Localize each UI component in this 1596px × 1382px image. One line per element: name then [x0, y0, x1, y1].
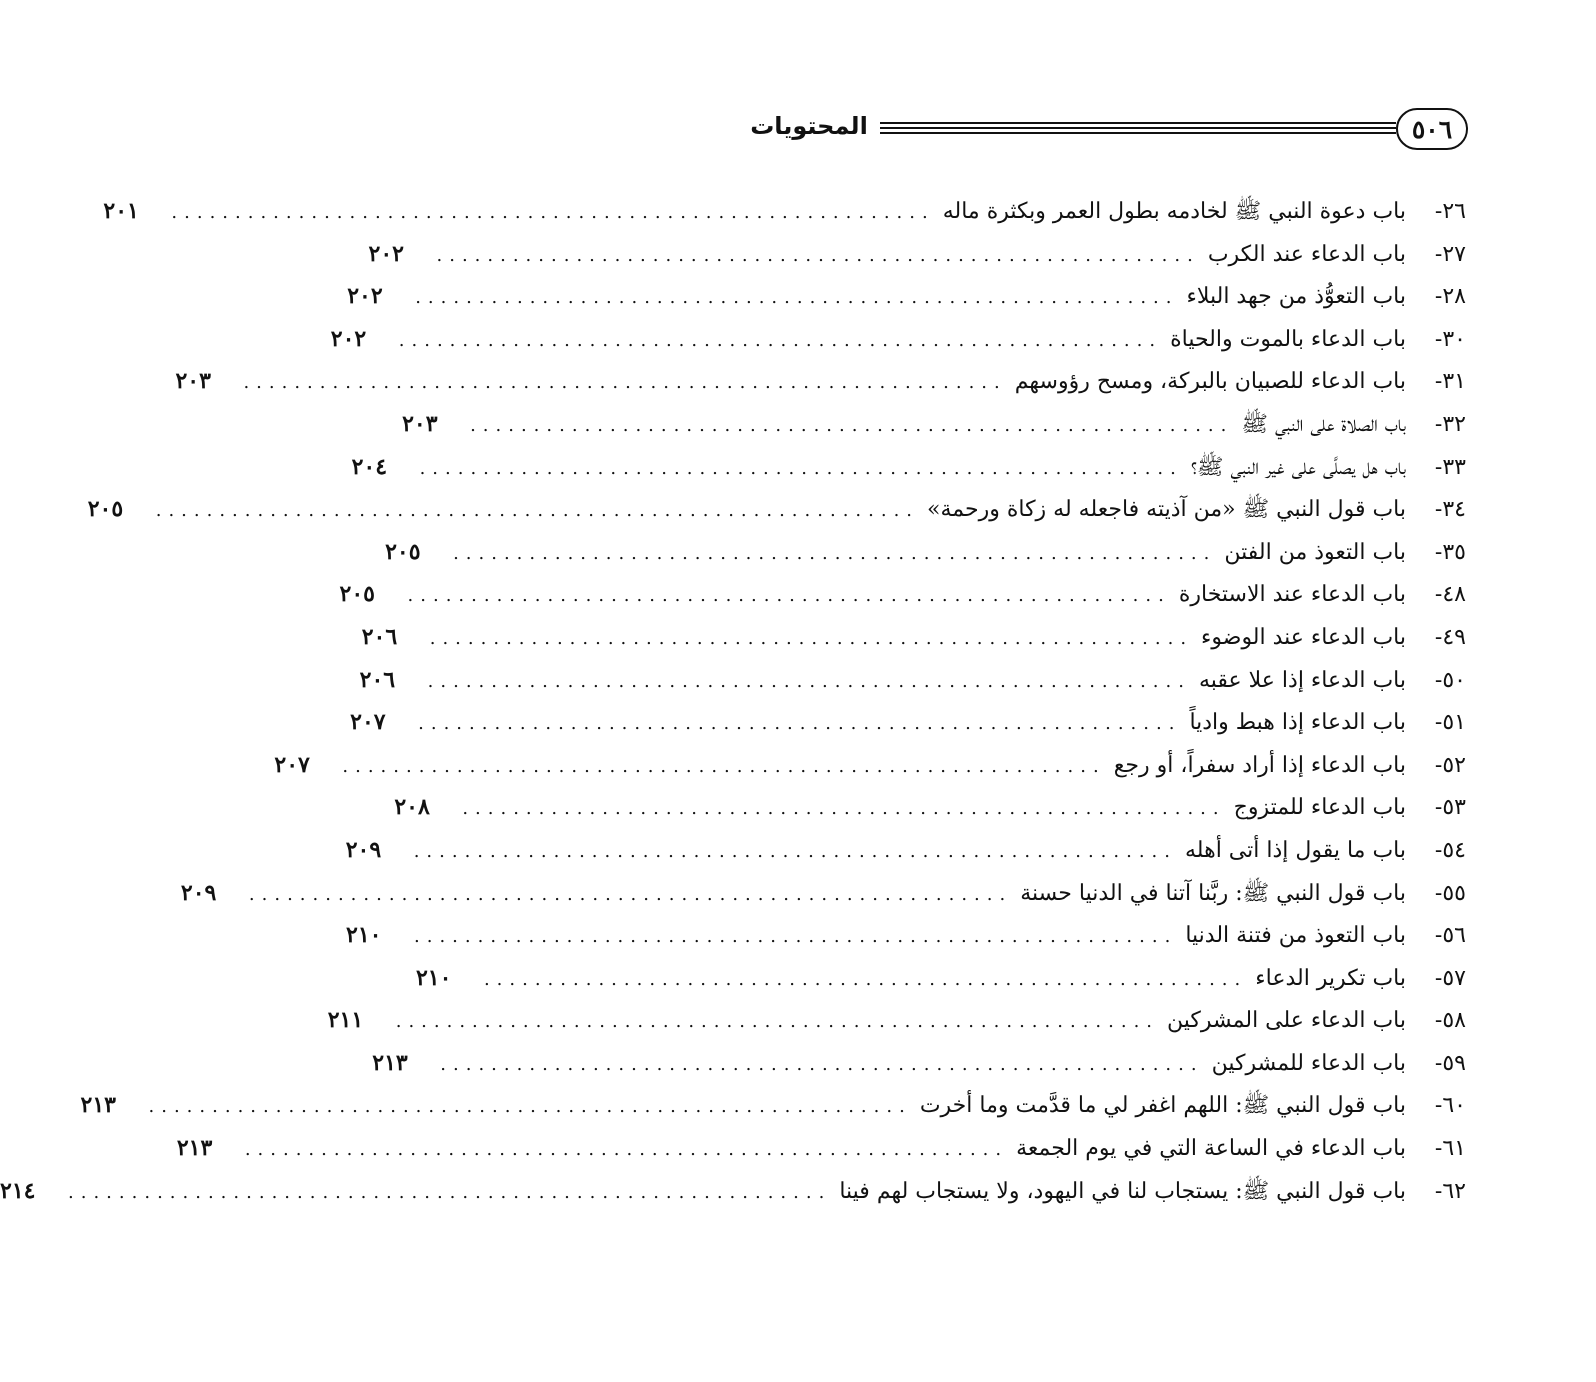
toc-entry: [347, 275, 1466, 318]
toc-entry-number: ٥٨-: [1434, 1008, 1466, 1034]
toc-entry: [368, 233, 1466, 276]
toc-entry-number: ٦١-: [1434, 1136, 1466, 1162]
toc-entry-leader-dots: ............................................................: [68, 1181, 832, 1203]
toc-entry: [385, 531, 1466, 574]
toc-entry: [274, 744, 1466, 787]
toc-entry: [87, 488, 1466, 531]
toc-entry: [402, 403, 1466, 446]
toc-entry-title: باب التعوذ من فتنة الدنيا: [1185, 923, 1406, 949]
toc-entry-leader-dots: ............................................................: [453, 542, 1217, 564]
toc-entry-leader-dots: ............................................................: [148, 1096, 912, 1118]
toc-entry-page: ٢١٠: [346, 922, 382, 949]
toc-entry-number: ٤٩-: [1434, 624, 1466, 650]
toc-entry-title: باب قول النبي ﷺ: يستجاب لنا في اليهود، ولا يستجاب لهم فينا: [839, 1178, 1406, 1204]
toc-entry-leader-dots: ............................................................: [155, 500, 920, 522]
toc-entry-page: ٢٠٣: [402, 410, 438, 437]
toc-entry-leader-dots: ............................................................: [395, 1011, 1160, 1033]
toc-entry-title: باب الدعاء للصبيان بالبركة، ومسح رؤوسهم: [1014, 369, 1406, 395]
toc-entry-page: ٢٠٩: [345, 836, 382, 863]
toc-entry-leader-dots: ............................................................: [429, 627, 1194, 649]
toc-entry-number: ٣٥-: [1434, 539, 1466, 565]
toc-entry-leader-dots: ............................................................: [171, 202, 935, 223]
toc-entry: [359, 659, 1466, 702]
toc-entry-number: ٥٢-: [1434, 752, 1466, 778]
toc-entry-page: ٢٠١: [103, 198, 139, 224]
toc-entry: [346, 914, 1466, 957]
toc-entry-number: ٣٢-: [1434, 411, 1466, 437]
toc-entry-page: ٢٠٢: [330, 325, 367, 352]
toc-entry-number: ٢٧-: [1434, 241, 1466, 267]
page-header: [742, 108, 1468, 156]
toc-entry-page: ٢٠٧: [350, 709, 386, 736]
toc-entry-title: باب الدعاء إذا هبط وادياً: [1189, 710, 1406, 736]
toc-entry-page: ٢٠٥: [339, 581, 375, 608]
table-of-contents: [0, 190, 1466, 1212]
toc-entry-page: ٢١٣: [176, 1135, 213, 1162]
toc-entry-page: ٢١١: [327, 1007, 364, 1034]
toc-entry-leader-dots: ............................................................: [483, 968, 1248, 990]
toc-entry-page: ٢٠٩: [180, 879, 217, 906]
toc-entry-number: ٣٤-: [1434, 497, 1466, 523]
toc-entry-number: ٤٨-: [1434, 582, 1466, 608]
toc-entry-title: باب قول النبي ﷺ «من آذيته فاجعله له زكاة ورحمة»: [927, 497, 1406, 523]
toc-entry-title: باب التعوذ من الفتن: [1224, 539, 1406, 565]
toc-entry-leader-dots: ............................................................: [342, 755, 1106, 777]
toc-entry-leader-dots: ............................................................: [407, 585, 1171, 607]
toc-entry-number: ٦٠-: [1434, 1093, 1466, 1119]
toc-entry-leader-dots: ............................................................: [462, 798, 1226, 820]
toc-entry: [180, 872, 1466, 915]
toc-entry-number: ٢٦-: [1434, 199, 1466, 224]
toc-entry-title: باب ما يقول إذا أتى أهله: [1185, 837, 1406, 863]
toc-entry: [330, 318, 1466, 361]
toc-entry-title: باب الدعاء على المشركين: [1167, 1008, 1406, 1034]
toc-entry-title: باب الدعاء عند الاستخارة: [1178, 582, 1406, 608]
toc-entry-number: ٥٠-: [1434, 667, 1466, 693]
toc-entry-title: باب التعوُّذ من جهد البلاء: [1186, 284, 1406, 310]
toc-entry-leader-dots: ............................................................: [413, 840, 1178, 862]
toc-entry-title: باب قول النبي ﷺ: اللهم اغفر لي ما قدَّمت وما أخرت: [919, 1093, 1406, 1119]
header-rule: [880, 122, 1396, 134]
toc-entry-page: ٢٠٨: [394, 794, 430, 821]
toc-entry-page: ٢٠٦: [359, 666, 396, 693]
toc-entry-number: ٦٢-: [1434, 1178, 1466, 1204]
toc-entry-page: ٢٠٥: [87, 496, 124, 523]
toc-entry: [327, 999, 1466, 1042]
toc-entry-page: ٢٠٢: [368, 240, 404, 267]
toc-entry-number: ٣١-: [1434, 369, 1466, 395]
toc-entry-number: ٥٤-: [1434, 837, 1466, 863]
toc-entry-title: باب الدعاء عند الوضوء: [1201, 624, 1406, 650]
toc-entry: [339, 573, 1466, 616]
toc-entry-number: ٥١-: [1434, 710, 1466, 736]
toc-entry: [0, 1170, 1466, 1213]
toc-entry-page: ٢٠٢: [347, 283, 383, 310]
toc-entry-leader-dots: ............................................................: [440, 1053, 1204, 1075]
toc-entry-number: ٢٨-: [1434, 284, 1466, 310]
toc-entry-title: باب الدعاء للمتزوج: [1233, 795, 1406, 821]
toc-entry: [361, 616, 1466, 659]
toc-entry-leader-dots: ............................................................: [470, 414, 1234, 436]
toc-entry-number: ٣٠-: [1434, 326, 1466, 352]
toc-entry-number: ٥٥-: [1434, 880, 1466, 906]
toc-entry-title: باب تكرير الدعاء: [1255, 965, 1406, 991]
toc-entry-page: ٢٠٣: [175, 368, 211, 395]
toc-entry: [80, 1084, 1466, 1127]
toc-entry-title: باب الدعاء للمشركين: [1211, 1050, 1406, 1076]
toc-entry-title: باب الدعاء إذا علا عقبه: [1198, 667, 1406, 693]
toc-entry-leader-dots: ............................................................: [415, 287, 1179, 309]
toc-entry-leader-dots: ............................................................: [419, 457, 1183, 479]
toc-entry-number: ٥٧-: [1434, 965, 1466, 991]
toc-entry: [103, 190, 1466, 233]
toc-entry-page: ٢٠٦: [361, 623, 398, 650]
toc-entry-title: باب الدعاء عند الكرب: [1207, 241, 1406, 267]
toc-entry: [176, 1127, 1466, 1170]
toc-entry-leader-dots: ............................................................: [243, 372, 1007, 394]
toc-entry-title: باب الدعاء بالموت والحياة: [1170, 326, 1406, 352]
toc-entry-leader-dots: ............................................................: [418, 713, 1182, 735]
toc-entry-title: باب الدعاء في الساعة التي في يوم الجمعة: [1016, 1136, 1406, 1162]
toc-entry-page: ٢١٣: [80, 1092, 116, 1119]
toc-entry-page: ٢٠٧: [274, 751, 310, 778]
toc-entry: [345, 829, 1466, 872]
toc-entry-page: ٢١٣: [372, 1049, 408, 1076]
toc-entry: [351, 446, 1466, 489]
toc-entry-page: ٢١٠: [415, 964, 452, 991]
toc-entry: [350, 701, 1466, 744]
toc-entry-title: باب قول النبي ﷺ: ربَّنا آتنا في الدنيا حسنة: [1020, 880, 1406, 906]
toc-entry-leader-dots: ............................................................: [414, 926, 1178, 948]
toc-entry-number: ٥٦-: [1434, 923, 1466, 949]
toc-entry-number: ٣٣-: [1434, 454, 1466, 480]
toc-entry-leader-dots: ............................................................: [398, 329, 1163, 351]
toc-entry-title: باب الصلاة على النبي ﷺ: [1241, 411, 1406, 437]
toc-entry-page: ٢٠٤: [351, 453, 388, 480]
toc-entry-title: باب الدعاء إذا أراد سفراً، أو رجع: [1113, 752, 1406, 778]
toc-entry-title: باب دعوة النبي ﷺ لخادمه بطول العمر وبكثرة ماله: [942, 199, 1406, 224]
toc-entry: [415, 957, 1466, 1000]
toc-entry-number: ٥٩-: [1434, 1050, 1466, 1076]
page-number: ٥٠٦: [1396, 108, 1468, 150]
toc-entry-page: ٢١٤: [0, 1177, 36, 1204]
toc-entry: [372, 1042, 1466, 1085]
toc-entry: [175, 360, 1466, 403]
toc-entry-leader-dots: ............................................................: [248, 883, 1013, 905]
toc-entry-leader-dots: ............................................................: [436, 244, 1200, 266]
section-title: المحتويات: [750, 112, 868, 140]
toc-entry: [394, 786, 1466, 829]
toc-entry-leader-dots: ............................................................: [244, 1139, 1009, 1161]
toc-entry-leader-dots: ............................................................: [427, 670, 1191, 692]
toc-entry-page: ٢٠٥: [385, 538, 421, 565]
toc-entry-title: باب هل يصلَّى على غير النبي ﷺ؟: [1190, 454, 1406, 480]
toc-entry-number: ٥٣-: [1434, 795, 1466, 821]
